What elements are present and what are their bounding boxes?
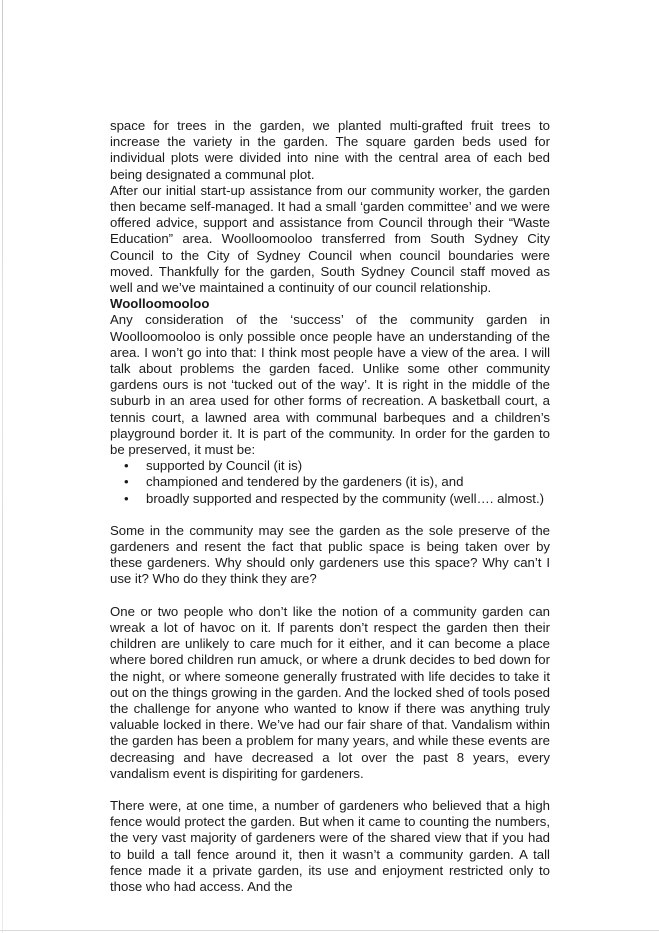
scan-left-edge — [2, 0, 3, 933]
paragraph-self-managed: After our initial start-up assistance from our community worker, the garden then became self-managed. It had a small ‘garden committee’ and we were offered advice, support and assistance from Council through their “Waste Education” area. Woolloomooloo transferred from South Sydney City Council to the City of Sydney Council when council boundaries were moved. Thankfully for the garden, South Sydney Council staff moved as well and we’ve maintained a continuity of our council relationship. — [110, 182, 550, 296]
paragraph-area: Any consideration of the ‘success’ of the community garden in Woolloomooloo is only possible once people have an understanding of the area. I won’t go into that: I think most people have a view of the area. I will talk about problems the garden faced. Unlike some other community gardens ours is not ‘tucked out of the way’. It is right in the middle of the suburb in an area used for other forms of recreation. A basketball court, a tennis court, a lawned area with communal barbeques and a children’s playground border it. It is part of the community. In order for the garden to be preserved, it must be: — [110, 312, 550, 458]
section-heading-woolloomooloo: Woolloomooloo — [110, 296, 210, 312]
bullet-icon: • — [124, 474, 129, 490]
bullet-icon: • — [124, 490, 129, 506]
list-item — [124, 490, 550, 507]
scan-bottom-edge — [0, 930, 659, 931]
list-item-text: championed and tendered by the gardeners (it is), and — [146, 474, 464, 490]
list-item-text: broadly supported and respected by the community (well…. almost.) — [146, 490, 545, 506]
paragraph-vandalism: One or two people who don’t like the notion of a community garden can wreak a lot of havoc on it. If parents don’t respect the garden then their children are unlikely to care much for it either, and it can become a place where bored children run amuck, or where a drunk decides to bed down for the night, or where someone generally frustrated with life decides to take it out on the things growing in the garden. And the locked shed of tools posed the challenge for anyone who wanted to know if there was anything truly valuable locked in there. We’ve had our fair share of that. Vandalism within the garden has been a problem for many years, and while these events are decreasing and have decreased a lot over the past 8 years, every vandalism event is dispiriting for gardeners. — [110, 603, 550, 781]
list-item — [124, 458, 550, 474]
paragraph-fence: There were, at one time, a number of gardeners who believed that a high fence would protect the garden. But when it came to counting the numbers, the very vast majority of gardeners were of the shared view that if you had to build a tall fence around it, then it wasn’t a community garden. A tall fence made it a private garden, its use and enjoyment restricted only to those who had access. And the — [110, 797, 550, 894]
list-item — [124, 474, 550, 490]
list-item-text: supported by Council (it is) — [146, 458, 303, 474]
paragraph-trees: space for trees in the garden, we planted multi-grafted fruit trees to increase the variety in the garden. The square garden beds used for individual plots were divided into nine with the central area of each bed being designated a communal plot. — [110, 118, 550, 182]
requirements-list — [110, 458, 550, 507]
paragraph-community-view: Some in the community may see the garden as the sole preserve of the gardeners and resent the fact that public space is being taken over by these gardeners. Why should only gardeners use this space? Why can’t I use it? Who do they think they are? — [110, 522, 550, 587]
bullet-icon: • — [124, 458, 129, 474]
document-body — [110, 118, 550, 895]
